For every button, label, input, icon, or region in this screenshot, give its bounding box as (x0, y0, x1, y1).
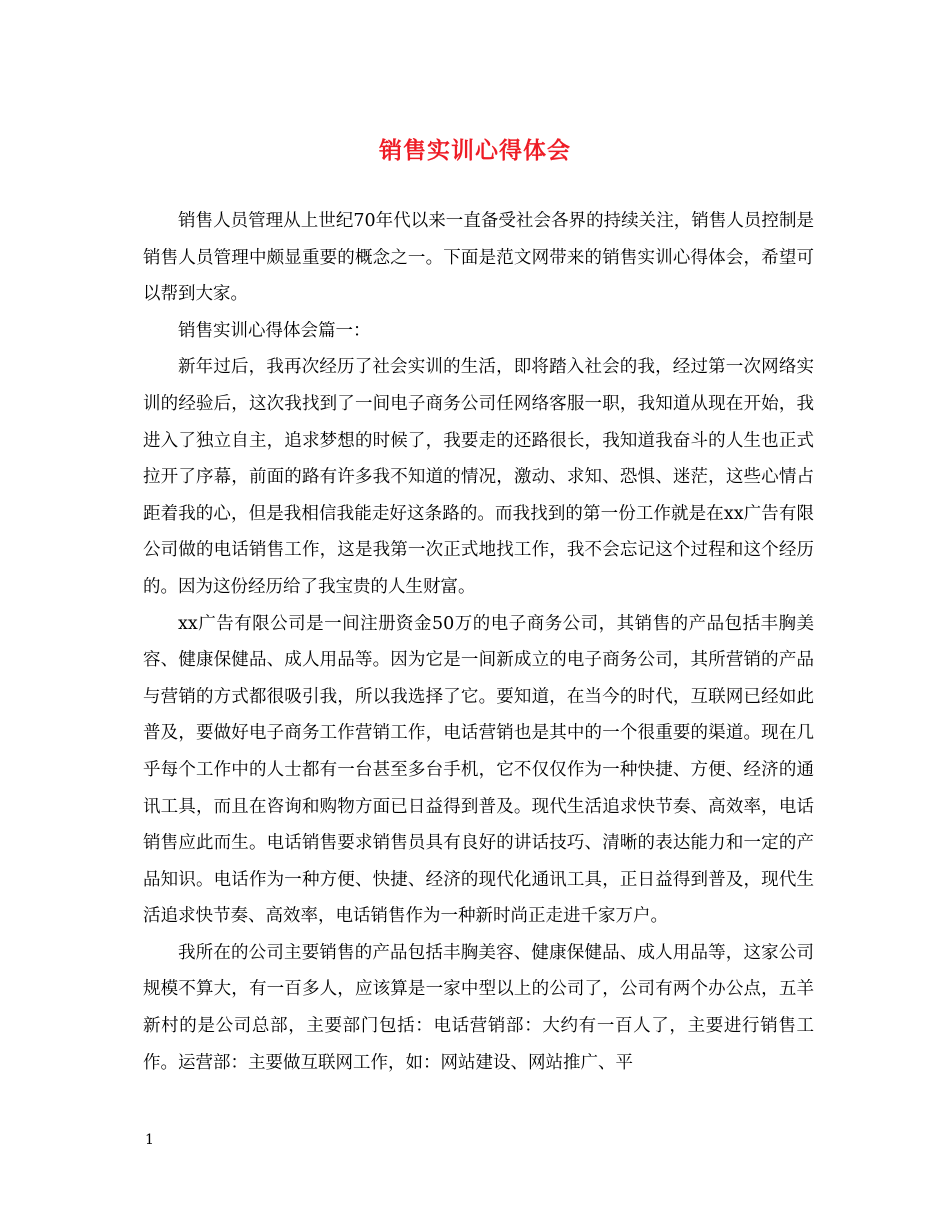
paragraph-company-intro: xx广告有限公司是一间注册资金50万的电子商务公司，其销售的产品包括丰胸美容、健康保健品、成人用品等。因为它是一间新成立的电子商务公司，其所营销的产品与营销的方式都很吸引我，所以我选择了它。要知道，在当今的时代，互联网已经如此普及，要做好电子商务工作营销工作，电话营销也是其中的一个很重要的渠道。现在几乎每个工作中的人士都有一台甚至多台手机，它不仅仅作为一种快捷、方便、经济的通讯工具，而且在咨询和购物方面已日益得到普及。现代生活追求快节奏、高效率，电话销售应此而生。电话销售要求销售员具有良好的讲话技巧、清晰的表达能力和一定的产品知识。电话作为一种方便、快捷、经济的现代化通讯工具，正日益得到普及，现代生活追求快节奏、高效率，电话销售作为一种新时尚正走进千家万户。 (143, 613, 814, 927)
document-title: 销售实训心得体会 (379, 137, 571, 164)
page-number: 1 (145, 1132, 154, 1148)
document-body (143, 203, 814, 1081)
paragraph-intro: 销售人员管理从上世纪70年代以来一直备受社会各界的持续关注，销售人员控制是销售人员管理中颇显重要的概念之一。下面是范文网带来的销售实训心得体会，希望可以帮到大家。 (143, 211, 814, 305)
paragraph-new-year: 新年过后，我再次经历了社会实训的生活，即将踏入社会的我，经过第一次网络实训的经验后，这次我找到了一间电子商务公司任网络客服一职，我知道从现在开始，我进入了独立自主，追求梦想的时候了，我要走的还路很长，我知道我奋斗的人生也正式拉开了序幕，前面的路有许多我不知道的情况，激动、求知、恐惧、迷茫，这些心情占距着我的心，但是我相信我能走好这条路的。而我找到的第一份工作就是在xx广告有限公司做的电话销售工作，这是我第一次正式地找工作，我不会忘记这个过程和这个经历的。因为这份经历给了我宝贵的人生财富。 (143, 357, 814, 597)
paragraph-section-heading: 销售实训心得体会篇一： (178, 320, 371, 341)
paragraph-company-details: 我所在的公司主要销售的产品包括丰胸美容、健康保健品、成人用品等，这家公司规模不算大，有一百多人，应该算是一家中型以上的公司了，公司有两个办公点，五羊新村的是公司总部，主要部门包括：电话营销部：大约有一百人了，主要进行销售工作。运营部：主要做互联网工作，如：网站建设、网站推广、平 (143, 942, 814, 1073)
